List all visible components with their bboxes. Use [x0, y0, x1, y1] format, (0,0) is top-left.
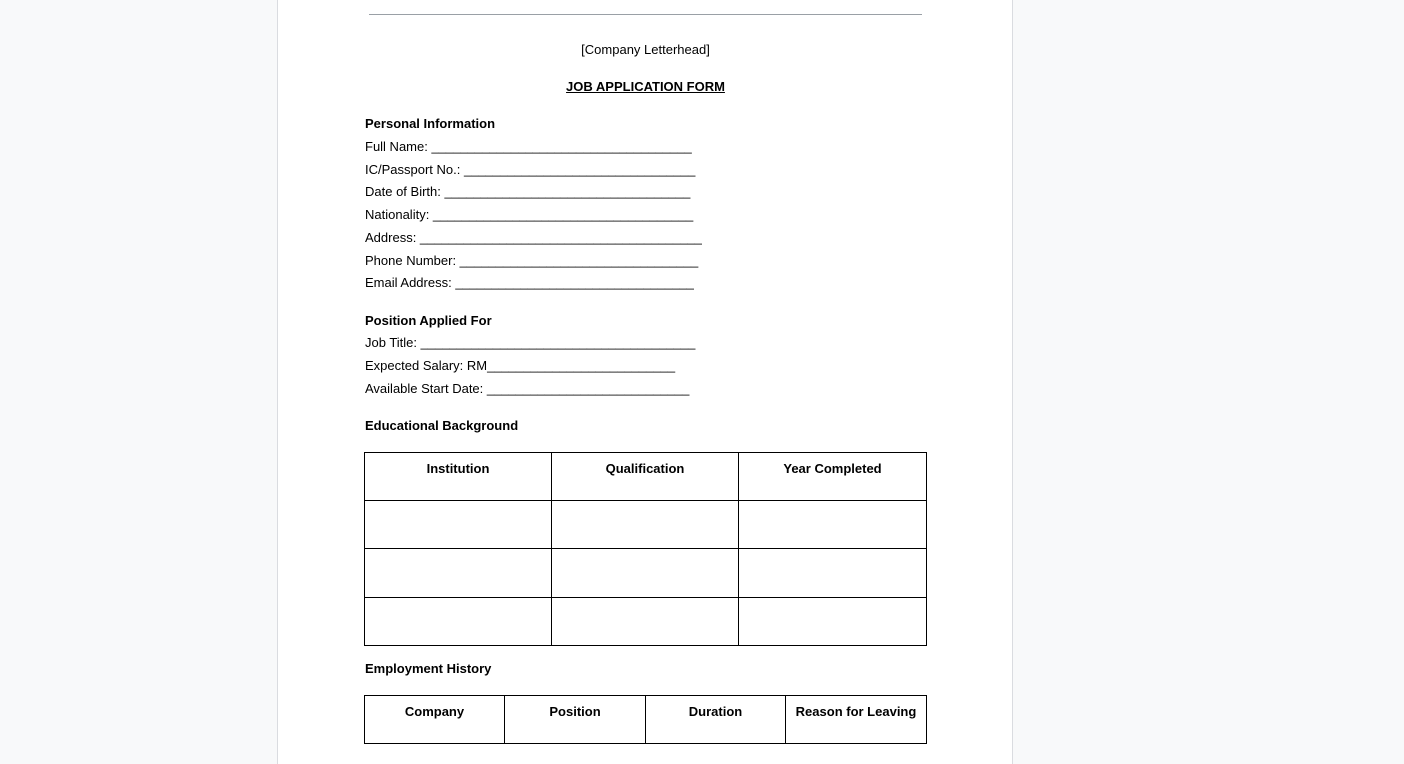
field-phone-number: Phone Number: _________________________________	[365, 253, 699, 268]
field-email-address: Email Address: _________________________________	[365, 275, 694, 290]
education-table	[364, 452, 927, 646]
form-title: JOB APPLICATION FORM	[566, 79, 725, 94]
personal-info-heading: Personal Information	[365, 116, 496, 131]
field-ic-passport: IC/Passport No.: ________________________________	[365, 162, 696, 177]
table-cell[interactable]	[552, 598, 739, 646]
field-start-date: Available Start Date: ____________________________	[365, 381, 690, 396]
table-cell[interactable]	[365, 549, 552, 598]
table-row	[365, 549, 927, 598]
employment-heading: Employment History	[365, 661, 492, 676]
education-col-year-completed: Year Completed	[739, 453, 927, 501]
table-cell[interactable]	[739, 598, 927, 646]
employment-header-row	[365, 696, 927, 744]
employment-col-duration: Duration	[646, 696, 786, 744]
field-expected-salary: Expected Salary: RM__________________________	[365, 358, 676, 373]
table-cell[interactable]	[552, 549, 739, 598]
field-date-of-birth: Date of Birth: __________________________________	[365, 184, 691, 199]
position-heading: Position Applied For	[365, 313, 492, 328]
field-job-title: Job Title: ______________________________________	[365, 335, 696, 350]
table-cell[interactable]	[552, 501, 739, 549]
table-cell[interactable]	[365, 501, 552, 549]
employment-col-position: Position	[505, 696, 646, 744]
header-divider	[369, 14, 922, 15]
table-row	[365, 598, 927, 646]
employment-col-reason-for-leaving: Reason for Leaving	[786, 696, 927, 744]
employment-table	[364, 695, 927, 744]
field-nationality: Nationality: ____________________________________	[365, 207, 694, 222]
field-full-name: Full Name: ____________________________________	[365, 139, 692, 154]
education-header-row	[365, 453, 927, 501]
education-heading: Educational Background	[365, 418, 519, 433]
field-address: Address: _______________________________________	[365, 230, 702, 245]
table-row	[365, 501, 927, 549]
table-cell[interactable]	[365, 598, 552, 646]
employment-col-company: Company	[365, 696, 505, 744]
company-letterhead: [Company Letterhead]	[581, 42, 710, 57]
education-col-institution: Institution	[365, 453, 552, 501]
table-cell[interactable]	[739, 549, 927, 598]
document-page[interactable]	[277, 0, 1013, 764]
table-cell[interactable]	[739, 501, 927, 549]
education-col-qualification: Qualification	[552, 453, 739, 501]
